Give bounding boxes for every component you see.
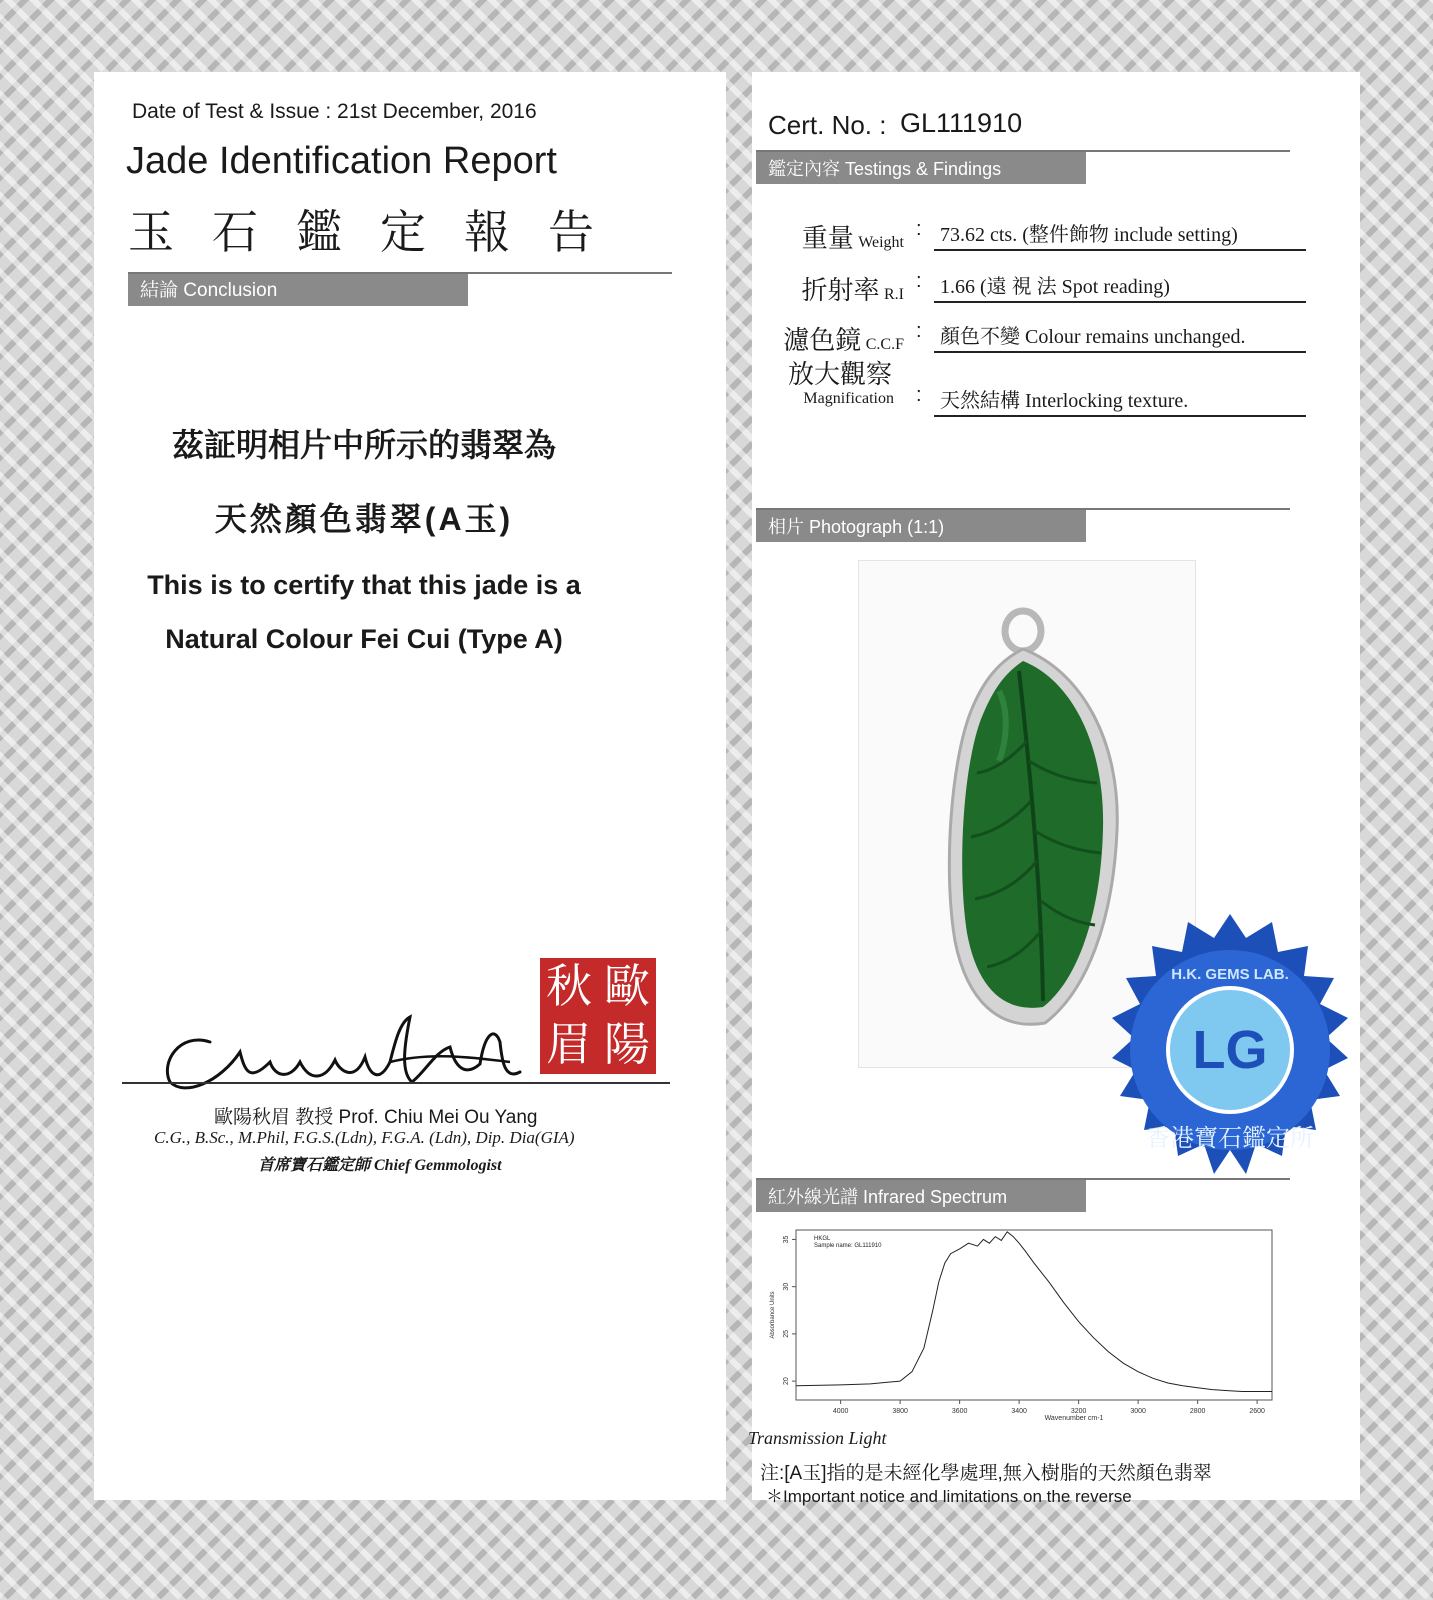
signer-credentials: C.G., B.Sc., M.Phil, F.G.S.(Ldn), F.G.A. (Ldn), Dip. Dia(GIA) <box>154 1128 575 1147</box>
row-label-magnification-zh: 放大觀察 <box>787 360 892 389</box>
hologram-lab-text: H.K. GEMS LAB. <box>1171 966 1289 983</box>
red-seal-stamp <box>540 958 656 1074</box>
chart-header: HKGL <box>814 1236 831 1242</box>
x-tick-label: 3000 <box>1130 1408 1146 1415</box>
conclusion-bar: 結論 Conclusion <box>128 274 468 306</box>
infrared-spectrum-chart <box>756 1222 1296 1430</box>
chart-sample-name: Sample name: GL111910 <box>814 1243 882 1249</box>
y-tick-label: 30 <box>783 1282 790 1291</box>
x-tick-label: 2800 <box>1189 1408 1206 1415</box>
conclusion-english-line-2: Natural Colour Fei Cui (Type A) <box>165 624 563 654</box>
row-colon: : <box>916 384 922 406</box>
seal-character: 陽 <box>604 1019 650 1070</box>
report-title-chinese: 玉石鑑定報告 <box>128 207 632 258</box>
left-page <box>94 72 726 1500</box>
x-tick-label: 3200 <box>1070 1408 1087 1415</box>
x-tick-label: 4000 <box>832 1408 849 1415</box>
row-colon: : <box>916 270 922 292</box>
signature-line <box>122 1082 670 1084</box>
note-english: ＊Important notice and limitations on the reverse <box>766 1487 1132 1506</box>
cert-number-label: Cert. No. : <box>768 110 887 140</box>
infrared-spectrum-bar: 紅外線光譜 Infrared Spectrum <box>756 1180 1086 1212</box>
signer-name: 歐陽秋眉 教授 Prof. Chiu Mei Ou Yang <box>214 1107 538 1128</box>
row-label-weight: 重量 Weight <box>801 224 904 253</box>
y-axis-label: Absorbance Units <box>770 1291 776 1339</box>
y-tick-label: 25 <box>783 1329 790 1338</box>
conclusion-chinese-line-1: 茲証明相片中所示的翡翠為 <box>171 427 556 463</box>
y-tick-label: 20 <box>783 1377 790 1386</box>
y-tick-label: 35 <box>783 1235 790 1244</box>
note-chinese: 注:[A玉]指的是未經化學處理,無入樹脂的天然顏色翡翠 <box>760 1463 1212 1484</box>
seal-character: 歐 <box>604 961 650 1012</box>
plot-frame <box>796 1230 1272 1400</box>
conclusion-english-line-1: This is to certify that this jade is a <box>147 570 581 600</box>
hologram-chinese-text: 香港寶石鑑定所 <box>1146 1126 1314 1152</box>
date-of-issue: Date of Test & Issue : 21st December, 2016 <box>132 100 537 123</box>
x-tick-label: 3400 <box>1011 1408 1027 1415</box>
seal-character: 眉 <box>546 1019 592 1070</box>
row-colon: : <box>916 218 922 240</box>
conclusion-chinese-line-2: 天然顏色翡翠(A玉) <box>214 501 514 537</box>
row-value-ri: 1.66 (遠 視 法 Spot reading) <box>934 270 1306 303</box>
photograph-bar: 相片 Photograph (1:1) <box>756 510 1086 542</box>
transmission-light-label: Transmission Light <box>748 1428 887 1448</box>
hologram-seal <box>1090 910 1370 1190</box>
row-colon: : <box>916 320 922 342</box>
x-tick-label: 3600 <box>951 1408 968 1415</box>
x-tick-label: 3800 <box>892 1408 908 1415</box>
hologram-logo: LG <box>1192 1020 1268 1080</box>
right-page <box>748 72 1360 1506</box>
row-value-weight: 73.62 cts. (整件飾物 include setting) <box>934 218 1306 251</box>
row-value-ccf: 顏色不變 Colour remains unchanged. <box>934 320 1306 353</box>
x-tick-label: 2600 <box>1249 1408 1265 1415</box>
seal-character: 秋 <box>546 961 592 1012</box>
cert-number: GL111910 <box>900 108 1023 138</box>
handwritten-signature <box>150 1002 550 1102</box>
x-axis-label: Wavenumber cm-1 <box>1044 1415 1104 1422</box>
report-title-english: Jade Identification Report <box>126 140 557 182</box>
signer-title: 首席寶石鑑定師 Chief Gemmologist <box>258 1157 502 1174</box>
row-label-ri: 折射率 R.I <box>801 276 904 305</box>
row-value-magnification: 天然結構 Interlocking texture. <box>934 384 1306 417</box>
row-label-magnification-en: Magnification <box>803 390 894 407</box>
row-label-ccf: 濾色鏡 C.C.F <box>783 326 904 355</box>
testing-findings-bar: 鑑定內容 Testings & Findings <box>756 152 1086 184</box>
